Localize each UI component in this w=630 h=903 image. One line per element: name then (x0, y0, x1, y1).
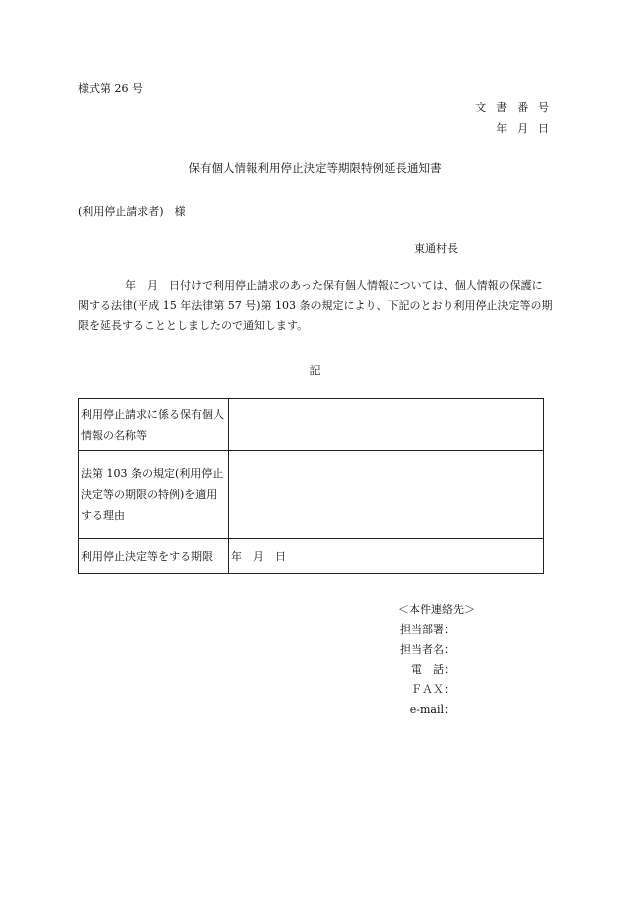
ki-heading: 記 (309, 364, 321, 377)
document-date-label: 年月日 (496, 122, 559, 135)
contact-header: ＜本件連絡先＞ (398, 603, 475, 616)
table-value-info-name[interactable] (229, 399, 544, 451)
contact-row-department (398, 620, 475, 640)
table-row (79, 539, 544, 574)
notice-info-table (78, 398, 544, 574)
table-row (79, 451, 544, 539)
contact-row-person (398, 640, 475, 660)
contact-label-fax: ＦＡＸ： (411, 683, 455, 696)
table-label-deadline: 利用停止決定等をする期限 (79, 539, 229, 574)
contact-row-fax (398, 680, 475, 700)
form-number: 様式第 26 号 (78, 82, 143, 95)
contact-label-email: e-mail： (409, 703, 455, 716)
table-value-deadline[interactable]: 年 月 日 (229, 539, 544, 574)
contact-label-department: 担当部署： (400, 623, 455, 636)
contact-row-phone (398, 660, 475, 680)
document-title: 保有個人情報利用停止決定等期限特例延長通知書 (188, 161, 442, 175)
table-row (79, 399, 544, 451)
table-value-extension-reason[interactable] (229, 451, 544, 539)
table-label-info-name: 利用停止請求に係る保有個人情報の名称等 (79, 399, 229, 451)
table-label-extension-reason: 法第 103 条の規定(利用停止決定等の期限の特例)を適用する理由 (79, 451, 229, 539)
contact-label-phone: 電 話： (411, 663, 455, 676)
contact-row-email (398, 700, 475, 720)
sender: 東通村長 (414, 242, 458, 255)
addressee: (利用停止請求者) 様 (78, 205, 186, 218)
contact-block (398, 600, 475, 720)
document-number-label: 文書番号 (475, 101, 559, 114)
contact-label-person: 担当者名： (400, 643, 455, 656)
notice-body-text: 年 月 日付けで利用停止請求のあった保有個人情報については、個人情報の保護に関する法律(平成 15 年法律第 57 号)第 103 条の規定により、下記のとおり利用停止決定等の期限を延長することとしましたので通知します。 (78, 279, 553, 332)
